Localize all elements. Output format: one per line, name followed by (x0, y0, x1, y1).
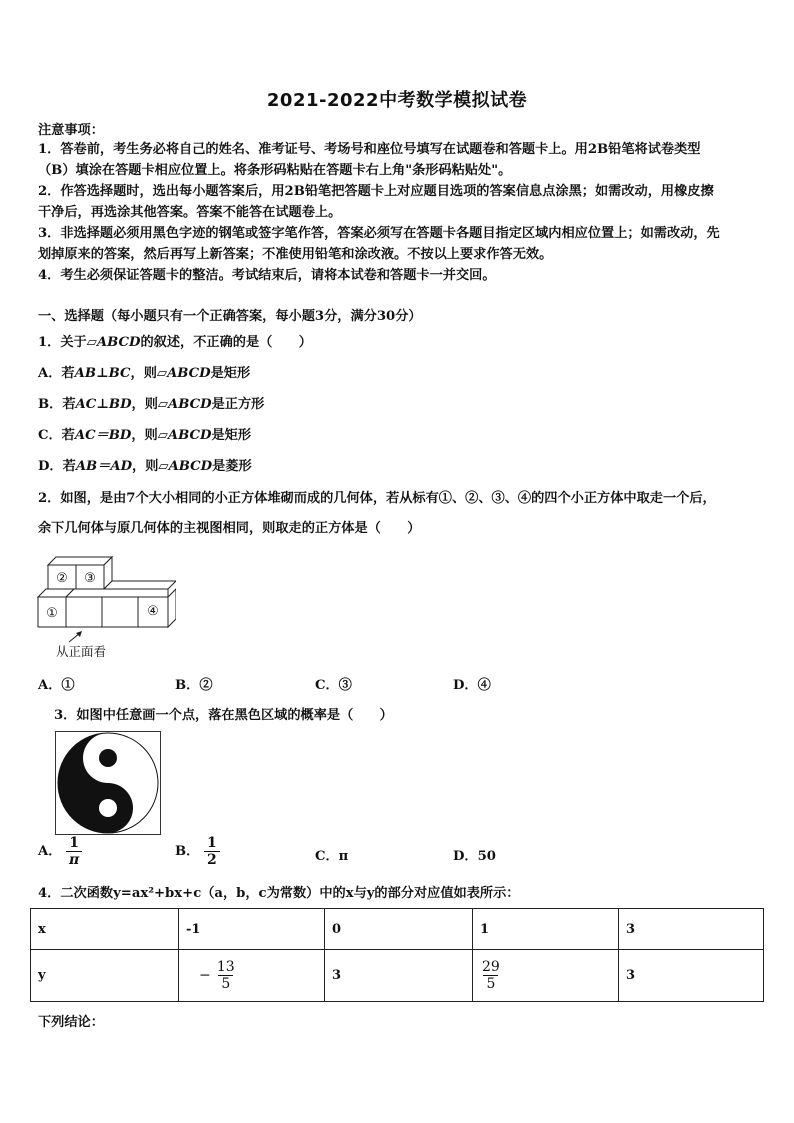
table-cell: 0 (325, 909, 473, 950)
q1-option-b: B．若AC⊥BD，则▱ABCD是正方形 (38, 397, 265, 412)
table-cell: 3 (619, 909, 764, 950)
notes-line: 1．答卷前，考生务必将自己的姓名、准考证号、考场号和座位号填写在试题卷和答题卡上。用2B铅笔将试卷类型 (38, 142, 701, 157)
notes-line: （B）填涂在答题卡相应位置上。将条形码粘贴在答题卡右上角"条形码粘贴处"。 (38, 163, 512, 178)
q3-option-a: A． $\frac{1}{\pi}$ (38, 835, 82, 868)
notes-line: 4．考生必须保证答题卡的整洁。考试结束后，请将本试卷和答题卡一并交回。 (38, 268, 496, 283)
table-cell: 3 (325, 950, 473, 1002)
cube-label-2: ② (56, 571, 68, 586)
q1-stem: 1．关于▱ABCD的叙述，不正确的是（ ） (38, 335, 312, 350)
table-cell: x (31, 909, 179, 950)
q3-option-d: D．50 (453, 849, 496, 864)
table-cell: -1 (179, 909, 325, 950)
page-title: 2021-2022中考数学模拟试卷 (266, 90, 528, 111)
q4-conclusion-label: 下列结论： (38, 1015, 104, 1030)
notes-line: 划掉原来的答案，然后再写上新答案；不准使用铅笔和涂改液。不按以上要求作答无效。 (38, 247, 553, 262)
table-cell: 1 (473, 909, 619, 950)
q3-option-c: C．π (315, 849, 349, 864)
q2-option-a: A．① (38, 678, 75, 693)
notes-line: 3．非选择题必须用黑色字迹的钢笔或签字笔作答，答案必须写在答题卡各题目指定区域内相应位置上；如需改动，先 (38, 226, 720, 241)
table-row (31, 950, 764, 1002)
table-cell: − $\frac{13}{5}$ (179, 950, 325, 1002)
view-direction-label: 从正面看 (56, 644, 107, 659)
cube-figure (36, 553, 176, 633)
value-table (30, 908, 764, 1002)
notes-line: 2．作答选择题时，选出每小题答案后，用2B铅笔把答题卡上对应题目选项的答案信息点涂黑；如需改动，用橡皮擦 (38, 184, 714, 199)
q2-stem-line2: 余下几何体与原几何体的主视图相同，则取走的正方体是（ ） (38, 521, 421, 536)
q3-stem: 3．如图中任意画一个点，落在黑色区域的概率是（ ） (54, 708, 393, 723)
table-row (31, 909, 764, 950)
cube-label-3: ③ (84, 571, 96, 586)
cube-label-4: ④ (147, 604, 159, 619)
yin-yang-figure (55, 731, 161, 835)
q4-stem: 4．二次函数y=ax²+bx+c（a，b，c为常数）中的x与y的部分对应值如表所示： (38, 886, 520, 901)
notes-heading: 注意事项： (38, 123, 104, 138)
section-heading: 一、选择题（每小题只有一个正确答案，每小题3分，满分30分） (38, 309, 422, 324)
q3-option-b: B． $\frac{1}{2}$ (175, 835, 220, 868)
q2-option-d: D．④ (453, 678, 491, 693)
table-cell: y (31, 950, 179, 1002)
q2-stem-line1: 2．如图，是由7个大小相同的小正方体堆砌而成的几何体，若从标有①、②、③、④的四个小正方体中取走一个后， (38, 491, 716, 506)
table-cell: 3 (619, 950, 764, 1002)
q1-option-d: D．若AB＝AD，则▱ABCD是菱形 (38, 459, 252, 474)
q2-option-b: B．② (175, 678, 213, 693)
table-cell: $\frac{29}{5}$ (473, 950, 619, 1002)
cube-label-1: ① (46, 606, 58, 621)
notes-line: 干净后，再选涂其他答案。答案不能答在试题卷上。 (38, 205, 342, 220)
q1-option-c: C．若AC＝BD，则▱ABCD是矩形 (38, 428, 252, 443)
q2-option-c: C．③ (315, 678, 352, 693)
q1-option-a: A．若AB⊥BC，则▱ABCD是矩形 (38, 366, 251, 381)
